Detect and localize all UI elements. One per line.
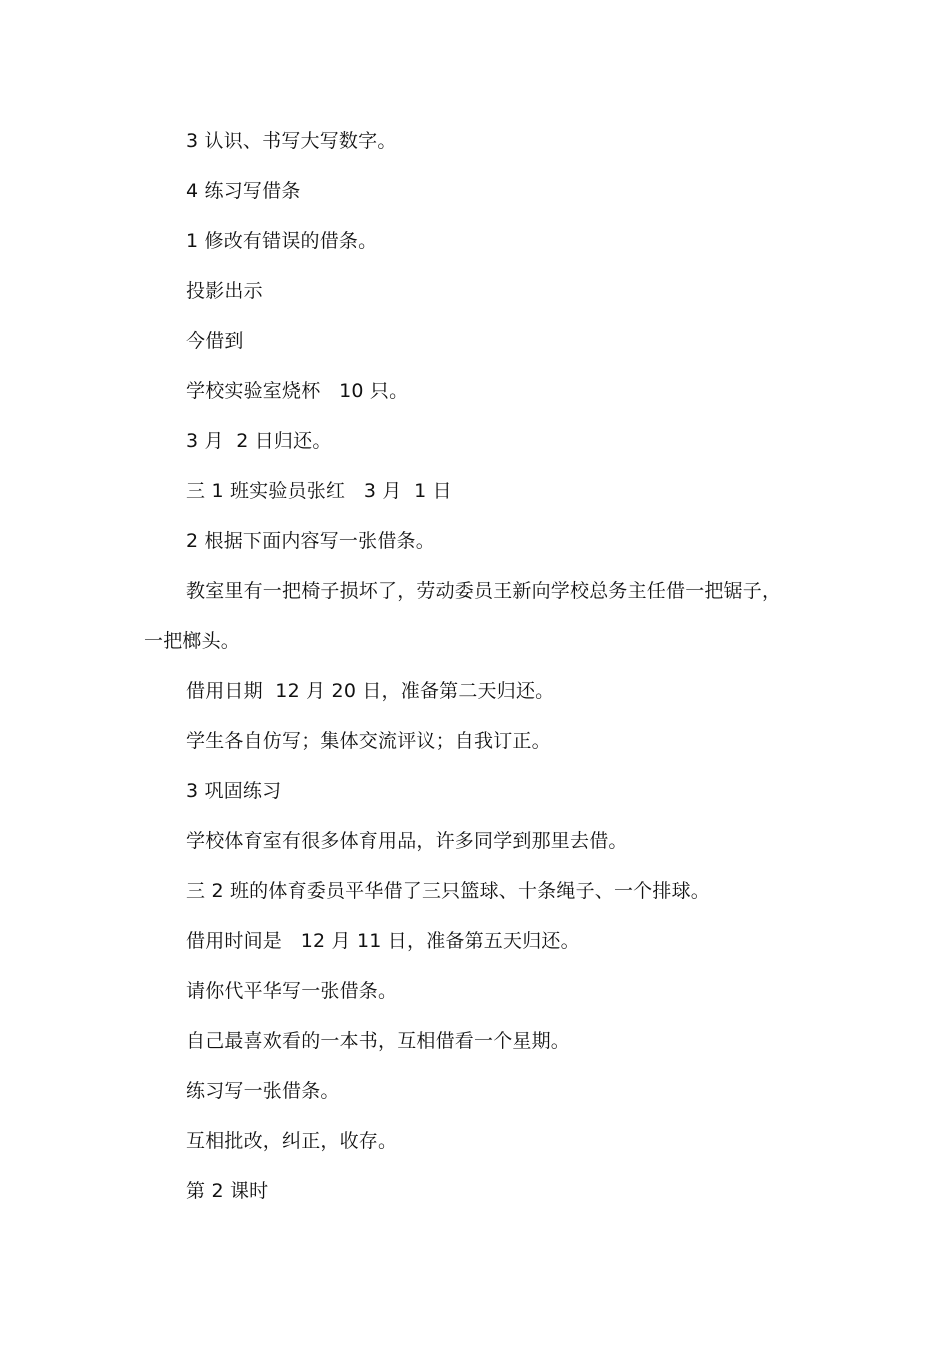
text-line-continuation: 一把榔头。	[144, 630, 241, 652]
section-heading: 第 2 课时	[186, 1180, 269, 1202]
text-line: 借用日期 12 月 20 日，准备第二天归还。	[186, 680, 555, 702]
text-line: 学校实验室烧杯 10 只。	[186, 380, 409, 402]
text-line: 学生各自仿写；集体交流评议；自我订正。	[186, 730, 551, 752]
text-line: 学校体育室有很多体育用品，许多同学到那里去借。	[186, 830, 628, 852]
document-body	[0, 116, 950, 1216]
text-line: 三 1 班实验员张红 3 月 1 日	[186, 480, 452, 502]
text-line: 互相批改，纠正，收存。	[186, 1130, 398, 1152]
text-line: 今借到	[186, 330, 244, 352]
text-line: 投影出示	[186, 280, 263, 302]
section-heading: 4 练习写借条	[186, 180, 301, 202]
text-line: 三 2 班的体育委员平华借了三只篮球、十条绳子、一个排球。	[186, 880, 710, 902]
text-line: 3 认识、书写大写数字。	[186, 130, 397, 152]
text-line: 借用时间是 12 月 11 日，准备第五天归还。	[186, 930, 580, 952]
section-heading: 3 巩固练习	[186, 780, 282, 802]
text-line: 自己最喜欢看的一本书，互相借看一个星期。	[186, 1030, 571, 1052]
text-line: 请你代平华写一张借条。	[186, 980, 398, 1002]
text-line: 3 月 2 日归还。	[186, 430, 332, 452]
text-line: 2 根据下面内容写一张借条。	[186, 530, 435, 552]
text-line: 1 修改有错误的借条。	[186, 230, 378, 252]
text-line: 练习写一张借条。	[186, 1080, 340, 1102]
text-line: 教室里有一把椅子损坏了，劳动委员王新向学校总务主任借一把锯子，	[186, 580, 782, 602]
